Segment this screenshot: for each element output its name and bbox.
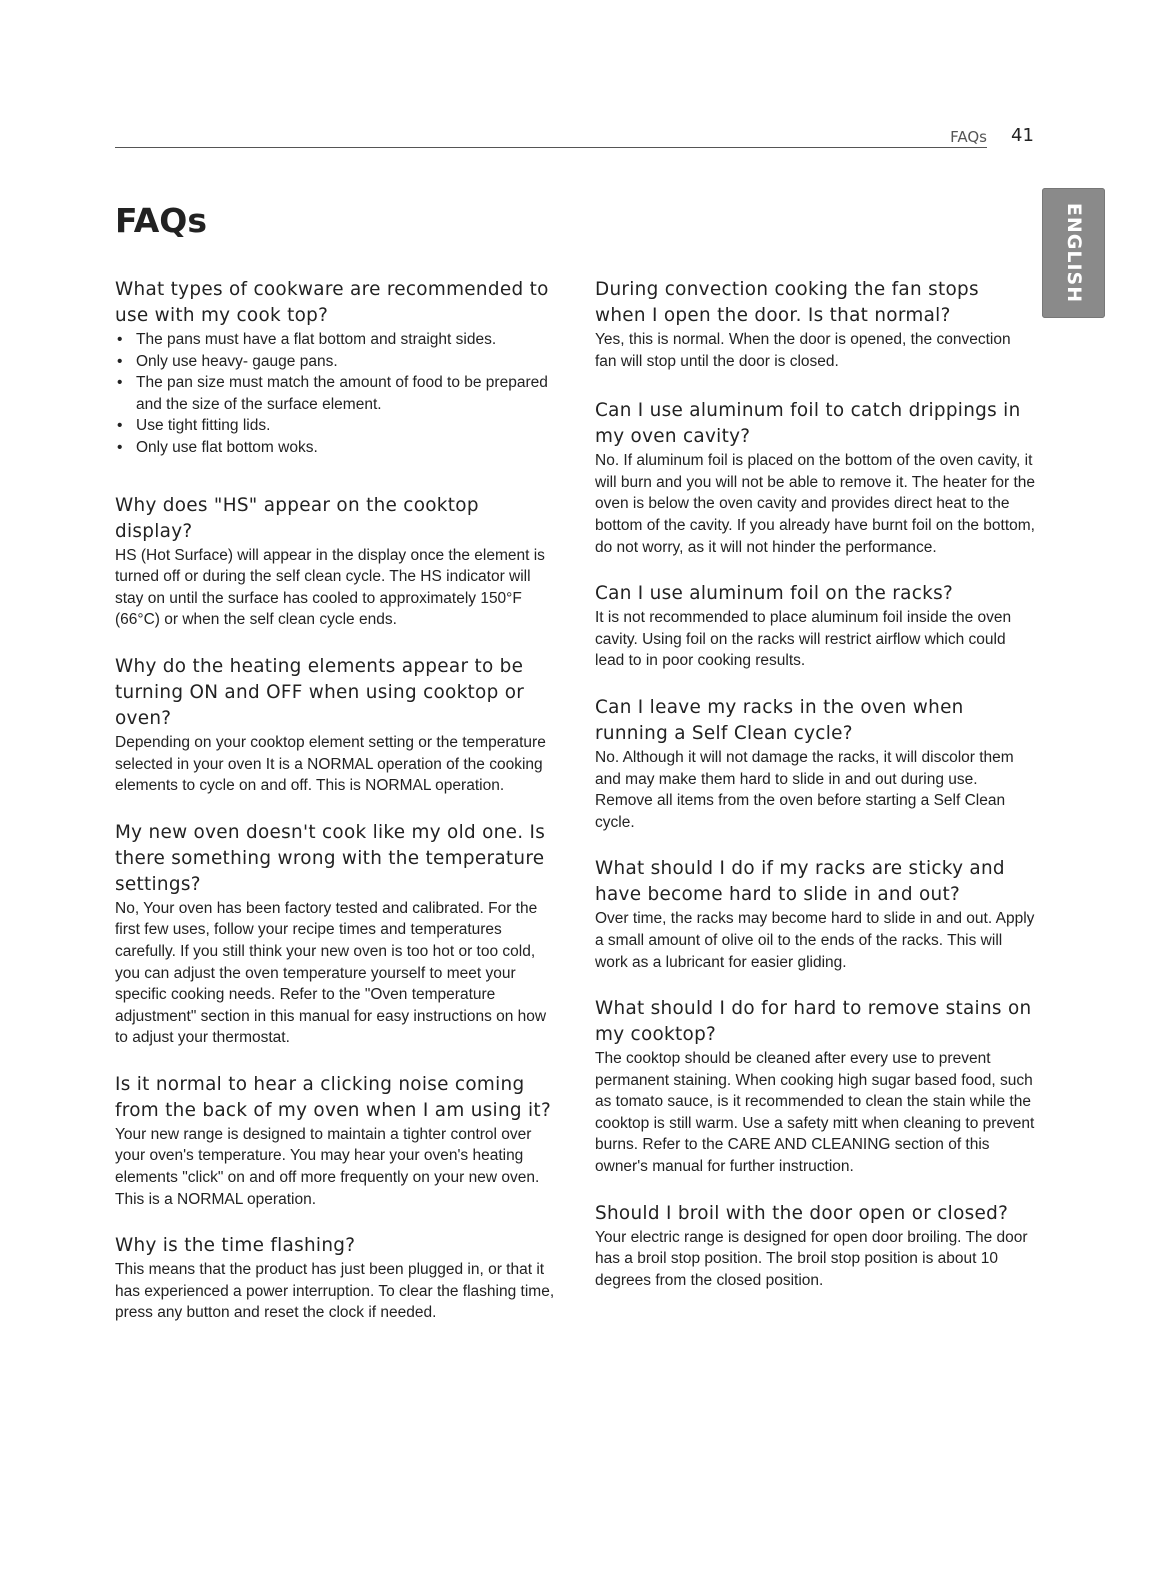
faq-item — [595, 277, 1035, 372]
faq-item — [595, 1201, 1035, 1292]
faq-item — [595, 996, 1035, 1178]
faq-answer: Over time, the racks may become hard to slide in and out. Apply a small amount of olive oil to the ends of the racks. This will work as a lubricant for easier gliding. — [595, 910, 1035, 971]
faq-item — [115, 820, 555, 1049]
language-tab — [1042, 188, 1105, 318]
faq-item — [115, 493, 555, 631]
header-divider — [115, 147, 987, 148]
faq-answer: Depending on your cooktop element setting or the temperature selected in your oven It is a NORMAL operation of the cooking elements to cycle on and off. This is NORMAL operation. — [115, 733, 546, 795]
faq-column-right — [595, 277, 1035, 1313]
faq-bullet: • Use tight fitting lids. — [136, 415, 555, 437]
faq-answer: HS (Hot Surface) will appear in the display once the element is turned off or during the self clean cycle. The HS indicator will stay on until the surface has cooled to approximately 150°F (66°C) or when the self clean cycle ends. — [115, 546, 545, 629]
faq-item — [595, 398, 1035, 558]
faq-question: Why is the time flashing? — [115, 1235, 356, 1257]
faq-question: My new oven doesn't cook like my old one. Is there something wrong with the temperature settings? — [115, 821, 546, 895]
faq-question: Can I use aluminum foil to catch drippings in my oven cavity? — [595, 400, 1021, 448]
faq-answer: The cooktop should be cleaned after every use to prevent permanent staining. When cooking high sugar based food, such as tomato sauce, is it recommended to clean the stain while the cooktop is still warm. Use a safety mitt when cleaning to prevent burns. Refer to the CARE AND CLEANING section of this owner's manual for further instruction. — [595, 1050, 1035, 1176]
faq-bullet: • The pan size must match the amount of food to be prepared and the size of the surface element. — [136, 372, 555, 415]
faq-question: What should I do for hard to remove stains on my cooktop? — [595, 998, 1032, 1046]
faq-bullet-list — [115, 329, 555, 459]
faq-question: Can I use aluminum foil on the racks? — [595, 583, 954, 605]
faq-answer: No. If aluminum foil is placed on the bottom of the oven cavity, it will burn and you will not be able to remove it. The heater for the oven is below the oven cavity and provides direct heat to the bottom of the cavity. If you already have burnt foil on the bottom, do not worry, as it will not hinder the performance. — [595, 452, 1035, 556]
faq-answer: Yes, this is normal. When the door is opened, the convection fan will stop until the door is closed. — [595, 331, 1011, 370]
faq-bullet: • Only use heavy- gauge pans. — [136, 351, 555, 373]
faq-bullet: • Only use flat bottom woks. — [136, 437, 555, 459]
faq-item — [115, 1072, 555, 1210]
faq-question: Should I broil with the door open or closed? — [595, 1202, 1009, 1224]
faq-answer: This means that the product has just been plugged in, or that it has experienced a power interruption. To clear the flashing time, press any button and reset the clock if needed. — [115, 1261, 555, 1322]
faq-bullet: • The pans must have a flat bottom and straight sides. — [136, 329, 555, 351]
faq-question: Why do the heating elements appear to be turning ON and OFF when using cooktop or oven? — [115, 655, 525, 729]
faq-item — [115, 1233, 555, 1324]
faq-answer: No, Your oven has been factory tested and calibrated. For the first few uses, follow your recipe times and temperatures carefully. If you still think your new oven is too hot or too cold, you can adjust the oven temperature yourself to meet your specific cooking needs. Refer to the "Oven temperature adjustment" section in this manual for easy instructions on how to adjust your thermostat. — [115, 899, 547, 1047]
faq-question: Why does "HS" appear on the cooktop display? — [115, 494, 479, 542]
page-number: 41 — [1011, 125, 1034, 146]
faq-column-left — [115, 277, 555, 1346]
faq-question: What should I do if my racks are sticky and have become hard to slide in and out? — [595, 858, 1005, 906]
faq-answer: Your new range is designed to maintain a tighter control over your oven's temperature. You may hear your oven's heating elements "click" on and off more frequently on your new oven. This is a NORMAL operation. — [115, 1125, 540, 1208]
language-tab-label: ENGLISH — [1062, 202, 1085, 304]
faq-question: What types of cookware are recommended to use with my cook top? — [115, 279, 549, 326]
faq-answer: Your electric range is designed for open door broiling. The door has a broil stop position. The broil stop position is about 10 degrees from the closed position. — [595, 1228, 1028, 1289]
faq-item — [115, 277, 555, 459]
faq-item — [595, 695, 1035, 833]
faq-item — [115, 654, 555, 797]
faq-answer: It is not recommended to place aluminum foil inside the oven cavity. Using foil on the racks will restrict airflow which could lead to in poor cooking results. — [595, 609, 1012, 670]
faq-item — [595, 581, 1035, 672]
page-title: FAQs — [115, 201, 207, 240]
faq-answer: No. Although it will not damage the racks, it will discolor them and may make them hard to slide in and out during use. Remove all items from the oven before starting a Self Clean cycle. — [595, 748, 1014, 831]
faq-question: Can I leave my racks in the oven when running a Self Clean cycle? — [595, 696, 964, 744]
faq-question: Is it normal to hear a clicking noise coming from the back of my oven when I am using it? — [115, 1073, 552, 1121]
faq-question: During convection cooking the fan stops when I open the door. Is that normal? — [595, 279, 979, 326]
faq-item — [595, 856, 1035, 973]
header-section-label: FAQs — [950, 128, 987, 146]
